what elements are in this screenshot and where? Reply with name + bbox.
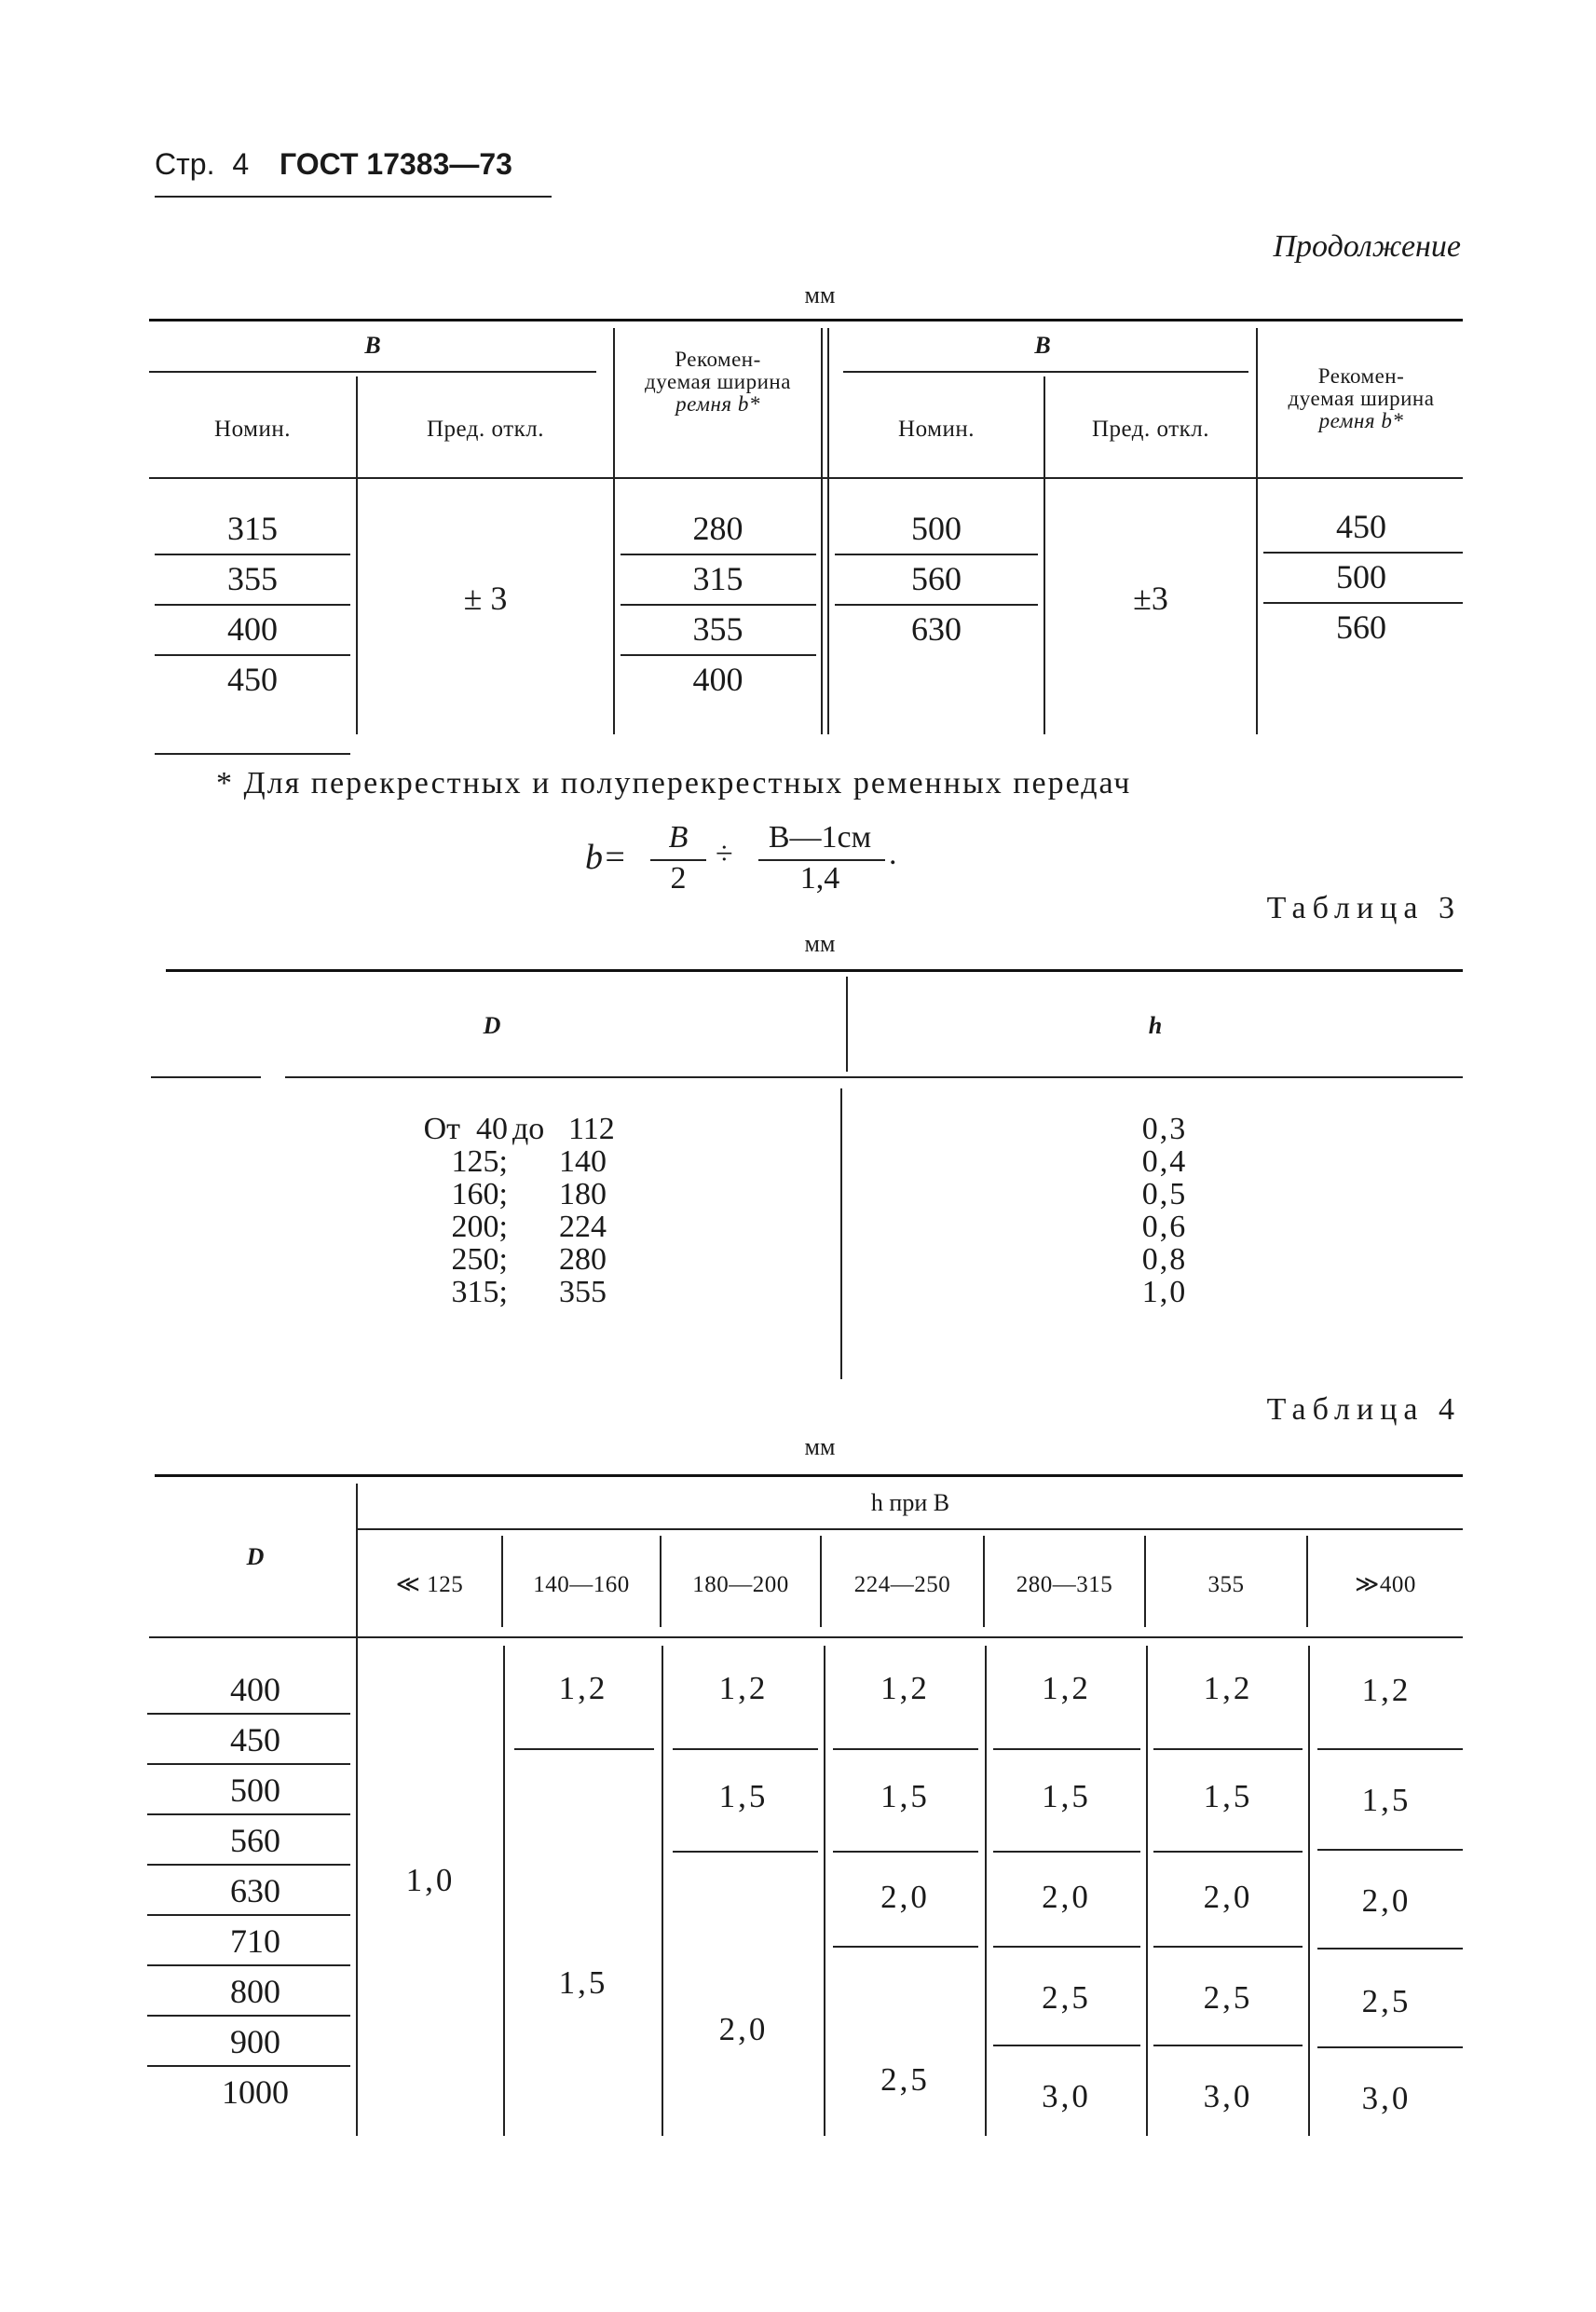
table2-left-rec-rule-0 [621, 554, 816, 555]
table3-h-2: 0,5 [1141, 1177, 1188, 1211]
formula-operator: ÷ [716, 837, 733, 871]
table2-col-recommended-left: Рекомен- дуемая ширина ремня b* [645, 348, 791, 416]
table2-right-nominal-1: 560 [911, 560, 962, 597]
table2-right-rec-0: 450 [1336, 508, 1386, 545]
table2-right-rec-rule-0 [1263, 552, 1463, 554]
table4-c2-0: 1,2 [718, 1670, 769, 1706]
table3-row-5: 315; 355 [451, 1275, 607, 1309]
formula-frac2-num: B—1см [768, 820, 872, 855]
table3-h-1: 0,4 [1141, 1144, 1188, 1179]
continuation-label: Продолжение [1273, 229, 1461, 264]
table4-c3-rule-2 [833, 1946, 978, 1948]
table2-group-rule-right [843, 371, 1248, 373]
table4-c4-1: 1,5 [1042, 1778, 1091, 1814]
table2-left-nominal-1: 355 [227, 560, 278, 597]
table4-d-7: 900 [230, 2023, 280, 2060]
table4-c1-1: 1,5 [558, 1964, 608, 2001]
table3-col-h: h [1148, 1012, 1163, 1039]
formula-frac2-den: 1,4 [799, 861, 840, 896]
table3-row-4: 250; 280 [451, 1242, 607, 1277]
table2-left-nominal-rule-1 [155, 604, 350, 606]
table4-c6-4: 3,0 [1361, 2080, 1412, 2116]
table4-d-rule-5 [147, 1964, 350, 1966]
formula-lhs: b= [585, 838, 627, 877]
table4-c3-1: 1,5 [880, 1778, 930, 1814]
table4-c6-rule-1 [1317, 1849, 1463, 1851]
table3-row-1: 125; 140 [451, 1144, 607, 1179]
table4-d-6: 800 [230, 1973, 280, 2010]
table3-col-d: D [483, 1012, 501, 1039]
table3-row-2: 160; 180 [451, 1177, 607, 1211]
table4-c5-3: 2,5 [1203, 1979, 1253, 2016]
table2-left-rec-rule-1 [621, 604, 816, 606]
table4-bcol-0: ≪ 125 [395, 1572, 464, 1597]
table4-d-3: 560 [230, 1822, 280, 1859]
table2-left-nominal-rule-2 [155, 654, 350, 656]
table2-col-nominal-left: Номин. [214, 417, 291, 442]
table4-col-d: D [246, 1543, 265, 1570]
table4-d-rule-0 [147, 1713, 350, 1715]
table3-body-vline [840, 1088, 842, 1379]
table4-bcol-6: ≫400 [1355, 1572, 1416, 1597]
table4-d-2: 500 [230, 1772, 280, 1809]
table4-c3-0: 1,2 [880, 1670, 930, 1706]
table2-col-tolerance-right: Пред. откл. [1091, 417, 1209, 442]
table4-c3-3: 2,5 [880, 2061, 930, 2098]
table4-unit: мм [804, 1433, 836, 1460]
table3-h-0: 0,3 [1141, 1112, 1188, 1146]
table4-header-bottom [149, 1636, 1463, 1638]
table4-c6-rule-3 [1317, 2046, 1463, 2048]
table4-d-rule-3 [147, 1864, 350, 1866]
table4-c2-rule-1 [673, 1851, 818, 1853]
formula-frac1-num: B [668, 820, 689, 855]
table4-c4-3: 2,5 [1042, 1979, 1091, 2016]
table3-top-rule [166, 969, 1463, 972]
table4-bcol-3: 224—250 [853, 1572, 951, 1597]
table4-bcol-1: 140—160 [533, 1572, 630, 1597]
table2-right-nominal-2: 630 [911, 610, 962, 648]
table2-header-bottom [149, 477, 1463, 479]
table4-c0-0: 1,0 [405, 1862, 456, 1898]
table2-left-rec-2: 355 [692, 610, 743, 648]
table4-c3-rule-0 [833, 1748, 978, 1750]
table3-h-4: 0,8 [1141, 1242, 1188, 1277]
table2-right-nominal-rule-0 [835, 554, 1038, 555]
formula-end: . [889, 837, 897, 871]
table4-c6-rule-2 [1317, 1948, 1463, 1949]
standard-number: ГОСТ 17383—73 [280, 147, 512, 181]
table4-d-rule-2 [147, 1813, 350, 1815]
formula-frac1-den: 2 [670, 861, 687, 896]
table3-unit: мм [804, 930, 836, 957]
footnote-text: * Для перекрестных и полуперекрестных ременных передач [216, 766, 1132, 800]
table4-c5-rule-1 [1153, 1851, 1303, 1853]
table4-c5-rule-2 [1153, 1946, 1303, 1948]
table4-c2-rule-0 [673, 1748, 818, 1750]
table4-c4-rule-3 [993, 2045, 1140, 2046]
table4-c5-4: 3,0 [1203, 2078, 1253, 2114]
table4-c4-rule-0 [993, 1748, 1140, 1750]
table2-group-rule-left [149, 371, 596, 373]
table4-d-rule-4 [147, 1914, 350, 1916]
table4-c4-rule-2 [993, 1946, 1140, 1948]
table4-c6-rule-0 [1317, 1748, 1463, 1750]
table4-c5-0: 1,2 [1203, 1670, 1253, 1706]
table4-d-1: 450 [230, 1721, 280, 1758]
table2-group-label-left: B [364, 332, 381, 359]
table2-left-nominal-3: 450 [227, 661, 278, 698]
page-number: 4 [232, 147, 250, 181]
table2-col-recommended-right: Рекомен- дуемая ширина ремня b* [1288, 364, 1435, 432]
table4-bcol-5: 355 [1207, 1572, 1245, 1597]
table2-right-tolerance: ±3 [1133, 580, 1168, 617]
table4-c2-1: 1,5 [718, 1778, 769, 1814]
page-header [155, 147, 512, 182]
table2-left-nominal-rule-0 [155, 554, 350, 555]
table3-h-3: 0,6 [1141, 1210, 1188, 1244]
table2-right-rec-rule-1 [1263, 602, 1463, 604]
table2-left-nominal-0: 315 [227, 510, 278, 547]
table4-c3-rule-1 [833, 1851, 978, 1853]
table4-c3-2: 2,0 [880, 1879, 930, 1915]
table4-c6-2: 2,0 [1361, 1882, 1412, 1919]
table4-c1-rule-0 [514, 1748, 654, 1750]
table4-c1-0: 1,2 [558, 1670, 608, 1706]
table4-d-5: 710 [230, 1922, 280, 1960]
table4-d-4: 630 [230, 1872, 280, 1909]
table2-vline-3a [821, 328, 823, 734]
table2-group-label-right: B [1034, 332, 1051, 359]
table4-c4-0: 1,2 [1042, 1670, 1091, 1706]
table4-d-8: 1000 [222, 2073, 289, 2111]
page-label: Стр. [155, 147, 215, 181]
table4-bvline-1 [503, 1646, 505, 2136]
table4-c6-0: 1,2 [1361, 1672, 1412, 1708]
table2-right-nominal-0: 500 [911, 510, 962, 547]
table2-left-rec-1: 315 [692, 560, 743, 597]
table3-row-0: От 40 до 112 [423, 1112, 615, 1146]
table4-c4-rule-1 [993, 1851, 1140, 1853]
table4-d-rule-7 [147, 2065, 350, 2067]
table2-right-rec-2: 560 [1336, 609, 1386, 646]
table2-left-rec-3: 400 [692, 661, 743, 698]
table2-left-tolerance: ± 3 [463, 580, 508, 617]
table4-c5-rule-0 [1153, 1748, 1303, 1750]
table4-c6-3: 2,5 [1361, 1983, 1412, 2019]
table2-unit: мм [804, 281, 836, 308]
table2-right-rec-1: 500 [1336, 558, 1386, 595]
table3-h-column [1071, 1113, 1258, 1308]
table4-c4-4: 3,0 [1042, 2078, 1091, 2114]
table2-left-bottom-rule [155, 753, 350, 755]
header-underline [155, 196, 552, 198]
table3-title: Таблица 3 [1266, 891, 1461, 925]
table2-left-rec-rule-2 [621, 654, 816, 656]
table4-d-rule-6 [147, 2015, 350, 2017]
table2-left-nominal-2: 400 [227, 610, 278, 648]
table4-group-label: h при B [870, 1489, 950, 1516]
table3-header-rule-b [285, 1076, 1463, 1078]
table4-title: Таблица 4 [1266, 1392, 1461, 1427]
table4-group-rule [358, 1528, 1463, 1530]
table4-bcol-4: 280—315 [1016, 1572, 1113, 1597]
table2-left-rec-0: 280 [692, 510, 743, 547]
table4-c5-2: 2,0 [1203, 1879, 1253, 1915]
table3-row-3: 200; 224 [451, 1210, 607, 1244]
table4-d-0: 400 [230, 1671, 280, 1708]
table2-col-tolerance-left: Пред. откл. [426, 417, 544, 442]
table2-col-nominal-right: Номин. [898, 417, 975, 442]
table4-d-rule-1 [147, 1763, 350, 1765]
table4-c2-2: 2,0 [718, 2011, 769, 2047]
table2-right-nominal-rule-1 [835, 604, 1038, 606]
table4-bvline-2 [662, 1646, 663, 2136]
table2-top-rule [149, 319, 1463, 321]
table4-c5-1: 1,5 [1203, 1778, 1253, 1814]
table3-header-rule-a [151, 1076, 261, 1078]
table4-c4-2: 2,0 [1042, 1879, 1091, 1915]
table4-bcol-2: 180—200 [692, 1572, 789, 1597]
table4-top-rule [155, 1474, 1463, 1477]
table4-c5-rule-3 [1153, 2045, 1303, 2046]
table3-d-column [373, 1113, 652, 1308]
table3-h-5: 1,0 [1141, 1275, 1188, 1309]
table4-c6-1: 1,5 [1361, 1782, 1412, 1818]
